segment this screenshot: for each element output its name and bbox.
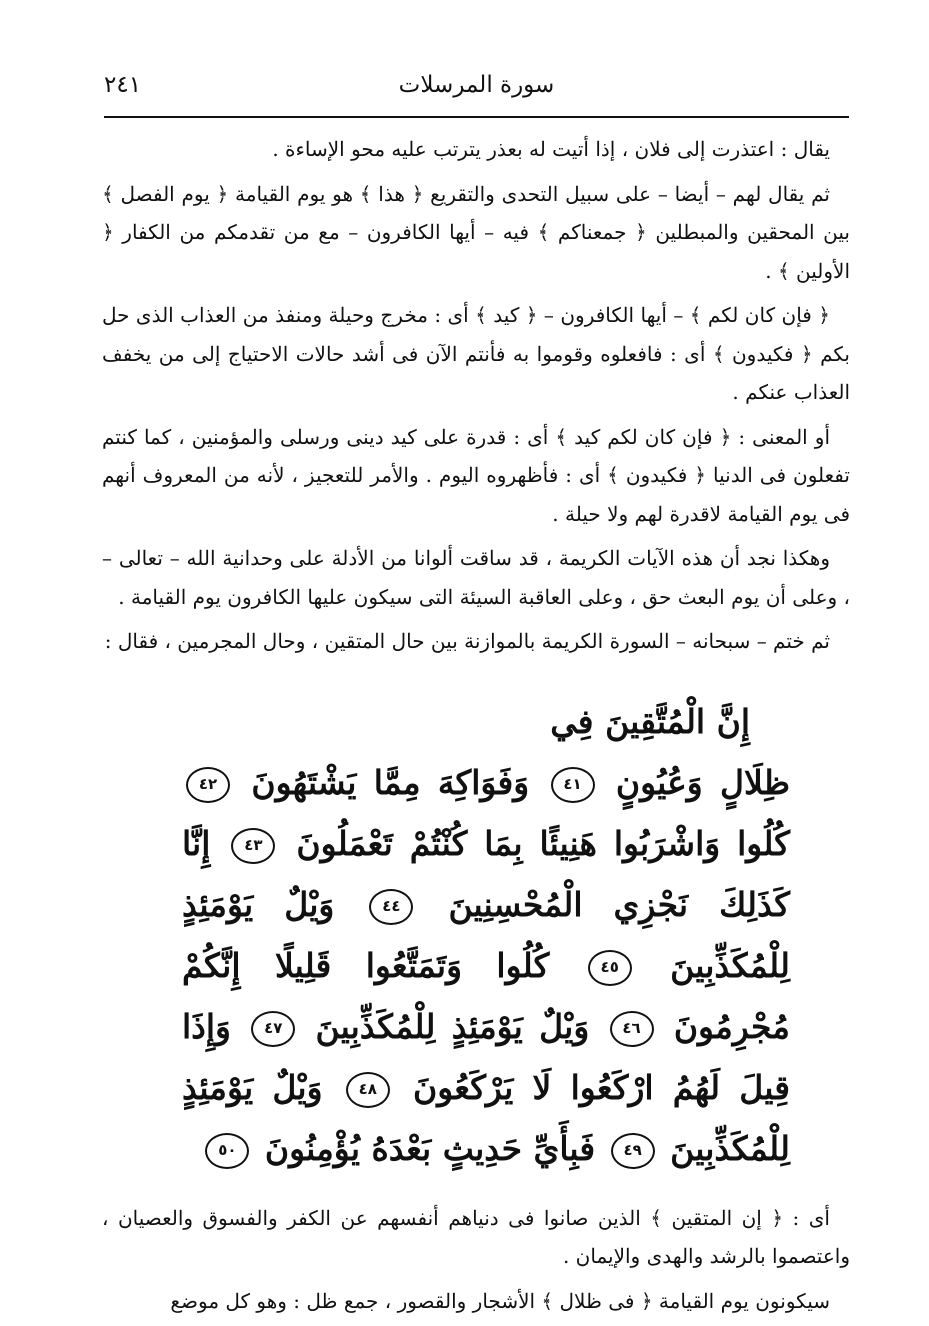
page-header (104, 62, 849, 118)
ayah-number-marker: ٤٤ (369, 889, 413, 925)
ayah-number-marker: ٤٥ (588, 950, 632, 986)
paragraph: وهكذا نجد أن هذه الآيات الكريمة ، قد ساقت ألوانا من الأدلة على وحدانية الله – تعالى – ، وعلى أن يوم البعث حق ، وعلى العاقبة السيئة التى سيكون عليها الكافرون يوم القيامة . (102, 546, 850, 609)
verse-text: إِنَّا كَذَلِكَ نَجْزِي الْمُحْسِنِينَ (182, 823, 791, 924)
ayah-number-marker: ٤٦ (610, 1011, 654, 1047)
ayah-number-marker: ٤٧ (251, 1011, 295, 1047)
running-title: سورة المرسلات (398, 72, 555, 98)
quran-verses (182, 691, 790, 1179)
verse-text: وَإِذَا قِيلَ لَهُمُ ارْكَعُوا لَا يَرْكَعُونَ (182, 1006, 790, 1107)
verse-text: وَفَوَاكِهَ مِمَّا يَشْتَهُونَ (251, 762, 530, 802)
verse-opening: إِنَّ الْمُتَّقِينَ فِي (550, 701, 750, 741)
commentary-after (102, 1199, 850, 1321)
verse-text: وَيْلٌ يَوْمَئِذٍ لِلْمُكَذِّبِينَ (315, 1006, 590, 1046)
paragraph: يقال : اعتذرت إلى فلان ، إذا أتيت له بعذر يترتب عليه محو الإساءة . (272, 137, 830, 161)
paragraph: ثم يقال لهم – أيضا – على سبيل التحدى والتقريع ﴿ هذا ﴾ هو يوم القيامة ﴿ يوم الفصل ﴾ بين المحقين والمبطلين ﴿ جمعناكم ﴾ فيه – أيها الكافرون – مع من تقدمكم من الكفار ﴿ الأولين ﴾ . (102, 181, 850, 283)
ayah-number-marker: ٥٠ (205, 1133, 249, 1169)
paragraph: ﴿ فإن كان لكم ﴾ – أيها الكافرون – ﴿ كيد ﴾ أى : مخرج وحيلة ومنفذ من العذاب الذى حل بكم ﴿ فكيدون ﴾ أى : فافعلوه وقوموا به فأنتم الآن فى أشد حالات الاحتياج إلى من يخفف العذاب عنكم . (102, 303, 850, 404)
paragraph: أى : ﴿ إن المتقين ﴾ الذين صانوا فى دنياهم أنفسهم عن الكفر والفسوق والعصيان ، واعتصموا بالرشد والهدى والإيمان . (102, 1205, 850, 1268)
ayah-number-marker: ٤٩ (611, 1133, 655, 1169)
verse-text: كُلُوا وَاشْرَبُوا هَنِيئًا بِمَا كُنْتُمْ تَعْمَلُونَ (296, 823, 790, 863)
ayah-number-marker: ٤٣ (231, 828, 275, 864)
verse-text: وَيْلٌ يَوْمَئِذٍ لِلْمُكَذِّبِينَ (182, 1067, 790, 1168)
verse-text: وَيْلٌ يَوْمَئِذٍ لِلْمُكَذِّبِينَ (182, 884, 790, 985)
ayah-number-marker: ٤٨ (346, 1072, 390, 1108)
page-number: ٢٤١ (104, 72, 142, 98)
ayah-number-marker: ٤٢ (186, 767, 230, 803)
body-text (102, 130, 850, 1326)
paragraph: سيكونون يوم القيامة ﴿ فى ظلال ﴾ الأشجار والقصور ، جمع ظل : وهو كل موضع (170, 1288, 830, 1313)
ayah-number-marker: ٤١ (551, 767, 595, 803)
verse-text: ظِلَالٍ وَعُيُونٍ (615, 762, 790, 802)
paragraph: أو المعنى : ﴿ فإن كان لكم كيد ﴾ أى : قدرة على كيد دينى ورسلى والمؤمنين ، كما كنتم تفعلون فى الدنيا ﴿ فكيدون ﴾ أى : فأظهروه اليوم . والأمر للتعجيز ، لأنه من المعروف أنهم فى يوم القيامة لاقدرة لهم ولا حيلة . (102, 424, 850, 526)
paragraph: ثم ختم – سبحانه – السورة الكريمة بالموازنة بين حال المتقين ، وحال المجرمين ، فقال : (104, 629, 830, 653)
verse-text: كُلُوا وَتَمَتَّعُوا قَلِيلًا إِنَّكُمْ مُجْرِمُونَ (182, 945, 790, 1046)
verse-text: فَبِأَيِّ حَدِيثٍ بَعْدَهُ يُؤْمِنُونَ (264, 1128, 596, 1168)
